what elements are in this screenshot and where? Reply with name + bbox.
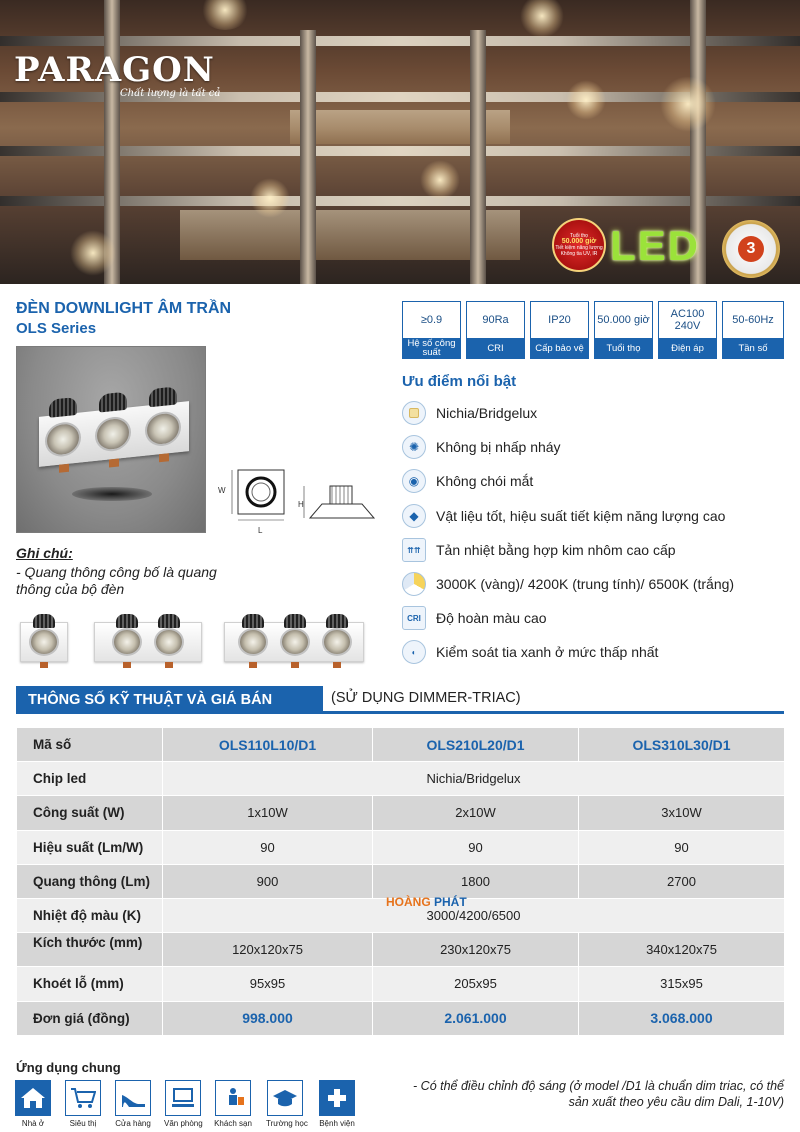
app-hospital xyxy=(318,1080,356,1128)
feature-text: Kiểm soát tia xanh ở mức thấp nhất xyxy=(436,644,659,660)
blue-light-icon: ◐ xyxy=(402,640,426,664)
hero-light xyxy=(566,80,606,120)
heatsink-fin xyxy=(326,614,348,628)
row-label-text: Kích thước (mm) xyxy=(33,934,143,950)
spec-value: 50-60Hz xyxy=(732,314,774,326)
table-row xyxy=(17,762,785,796)
feature-text: Vật liệu tốt, hiệu suất tiết kiệm năng lượng cao xyxy=(436,508,726,524)
variant-plate xyxy=(94,622,202,662)
dimension-side-view xyxy=(296,480,376,524)
spring-clip xyxy=(165,662,173,668)
table-cell: 205x95 xyxy=(373,967,579,1001)
computer-icon xyxy=(165,1080,201,1116)
product-series: OLS Series xyxy=(16,320,97,337)
badge-line: Tiết kiệm năng lượng xyxy=(555,245,603,251)
hero-light xyxy=(660,76,716,132)
table-cell: Nichia/Bridgelux xyxy=(163,762,785,796)
heatsink-icon: ⇈⇈ xyxy=(402,538,426,562)
badge-line: 50.000 giờ xyxy=(561,238,597,245)
hero-column xyxy=(470,30,486,284)
spec-power-factor xyxy=(402,301,461,359)
watermark-a: HOÀNG xyxy=(386,895,431,909)
app-label: Khách sạn xyxy=(214,1119,252,1128)
row-label: Quang thông (Lm) xyxy=(17,864,163,898)
spring-clip xyxy=(123,662,131,668)
table-cell: 95x95 xyxy=(163,967,373,1001)
variant-2head xyxy=(94,612,204,668)
variant-1head xyxy=(20,612,70,668)
lamp-cup xyxy=(45,420,81,458)
heatsink-fin xyxy=(242,614,264,628)
spec-value: 50.000 giờ xyxy=(597,314,650,326)
hero-light xyxy=(520,0,564,38)
no-flicker-icon: ✺ xyxy=(402,435,426,459)
diamond-icon: ◆ xyxy=(402,504,426,528)
chip-icon xyxy=(402,401,426,425)
table-cell: 3000/4200/6500 xyxy=(163,898,785,932)
app-school xyxy=(266,1080,308,1128)
table-cell: 90 xyxy=(579,830,785,864)
watermark-b: PHÁT xyxy=(430,895,467,909)
eye-icon: ◉ xyxy=(402,469,426,493)
feature-item xyxy=(402,572,734,596)
led-logo: LED xyxy=(610,222,700,269)
table-cell: 90 xyxy=(163,830,373,864)
product-photo xyxy=(16,346,206,533)
lamp-cup xyxy=(280,628,310,656)
spec-label: Hệ số công suất xyxy=(403,338,460,358)
spec-cri xyxy=(466,301,525,359)
app-home xyxy=(14,1080,52,1128)
dim-l-label: L xyxy=(258,526,263,535)
heatsink-fin xyxy=(149,386,177,407)
spring-clip xyxy=(59,464,69,473)
heatsink-fin xyxy=(99,392,127,413)
spec-label: Cấp bảo vệ xyxy=(531,338,588,358)
bellboy-icon xyxy=(215,1080,251,1116)
warranty-years: 3 xyxy=(738,236,764,262)
table-cell: 2x10W xyxy=(373,796,579,830)
lamp-cup xyxy=(145,410,181,448)
table-cell: 120x120x75 xyxy=(163,933,373,967)
app-office xyxy=(164,1080,202,1128)
table-row xyxy=(17,1001,785,1035)
model-code: OLS210L20/D1 xyxy=(373,728,579,762)
brand-tagline: Chất lượng là tất cả xyxy=(120,88,221,99)
table-cell: 340x120x75 xyxy=(579,933,785,967)
home-icon xyxy=(15,1080,51,1116)
spec-ip xyxy=(530,301,589,359)
hero-balcony xyxy=(0,146,800,156)
hero-balcony xyxy=(0,36,800,46)
table-subtitle: (SỬ DỤNG DIMMER-TRIAC) xyxy=(331,690,521,706)
app-label: Nhà ở xyxy=(21,1119,45,1128)
variant-3head xyxy=(224,612,366,668)
lamp-cup xyxy=(154,628,184,656)
table-cell: 1800 xyxy=(373,864,579,898)
lamp-cup xyxy=(29,628,59,656)
price-cell: 3.068.000 xyxy=(579,1001,785,1035)
table-row xyxy=(17,967,785,1001)
applications-title: Ứng dụng chung xyxy=(16,1060,121,1075)
photo-shadow xyxy=(72,487,152,501)
spec-lifetime xyxy=(594,301,653,359)
high-heel-icon xyxy=(115,1080,151,1116)
hero-balcony xyxy=(0,196,800,206)
table-cell: 3x10W xyxy=(579,796,785,830)
hero-column xyxy=(300,30,316,284)
graduation-cap-icon xyxy=(267,1080,303,1116)
table-row xyxy=(17,830,785,864)
feature-item xyxy=(402,401,537,425)
model-code: OLS310L30/D1 xyxy=(579,728,785,762)
row-label: Đơn giá (đồng) xyxy=(17,1001,163,1035)
spec-frequency xyxy=(722,301,784,359)
app-hotel xyxy=(214,1080,252,1128)
table-cell: 230x120x75 xyxy=(373,933,579,967)
spring-clip xyxy=(291,662,299,668)
heatsink-fin xyxy=(49,397,77,418)
product-title: ĐÈN DOWNLIGHT ÂM TRẦN xyxy=(16,300,232,317)
row-label: Khoét lỗ (mm) xyxy=(17,967,163,1001)
cri-icon: CRI xyxy=(402,606,426,630)
table-row xyxy=(17,796,785,830)
color-temp-icon xyxy=(402,572,426,596)
feature-text: Tản nhiệt bằng hợp kim nhôm cao cấp xyxy=(436,542,676,558)
feature-item xyxy=(402,538,676,562)
row-label: Mã số xyxy=(17,728,163,762)
heatsink-fin xyxy=(116,614,138,628)
features-title: Ưu điểm nổi bật xyxy=(402,373,517,390)
app-shop xyxy=(114,1080,152,1128)
hero-light xyxy=(420,160,460,200)
badge-line: Tuổi thọ xyxy=(570,233,588,239)
dim-w-label: W xyxy=(218,486,226,495)
note-title: Ghi chú: xyxy=(16,545,73,561)
table-cell: 1x10W xyxy=(163,796,373,830)
feature-item xyxy=(402,435,561,459)
app-label: Siêu thị xyxy=(69,1119,97,1128)
spec-label: Điện áp xyxy=(659,338,716,358)
feature-text: Không bị nhấp nháy xyxy=(436,439,561,455)
table-row xyxy=(17,864,785,898)
feature-text: Không chói mắt xyxy=(436,473,534,489)
medical-cross-icon xyxy=(319,1080,355,1116)
paragon-logo: PARAGON xyxy=(14,50,215,90)
table-row xyxy=(17,933,785,967)
app-label: Cửa hàng xyxy=(115,1119,151,1128)
spec-label: Tuổi thọ xyxy=(595,338,652,358)
app-label: Văn phòng xyxy=(164,1119,203,1128)
table-cell: 2700 xyxy=(579,864,785,898)
badge-line: Không tia UV, IR xyxy=(560,251,598,257)
fixture-3head xyxy=(39,401,189,467)
hero-banner xyxy=(0,0,800,284)
note-text: - Quang thông công bố là quang thông của bộ đèn xyxy=(16,564,217,597)
table-title: THÔNG SỐ KỸ THUẬT VÀ GIÁ BÁN xyxy=(16,686,323,714)
spec-value: IP20 xyxy=(548,314,571,326)
heatsink-fin xyxy=(33,614,55,628)
lamp-cup xyxy=(238,628,268,656)
hero-light xyxy=(250,178,290,218)
app-supermarket xyxy=(64,1080,102,1128)
row-label: Công suất (W) xyxy=(17,796,163,830)
dim-h-label: H xyxy=(298,500,304,509)
lifetime-badge xyxy=(552,218,606,272)
table-banner xyxy=(16,686,784,714)
price-cell: 2.061.000 xyxy=(373,1001,579,1035)
cart-icon xyxy=(65,1080,101,1116)
spec-value: 90Ra xyxy=(482,314,509,326)
app-label: Bệnh viện xyxy=(319,1119,355,1128)
spec-value: ≥0.9 xyxy=(420,314,443,326)
model-code: OLS110L10/D1 xyxy=(163,728,373,762)
spring-clip xyxy=(109,458,119,467)
feature-text: Độ hoàn màu cao xyxy=(436,610,547,626)
heatsink-fin xyxy=(284,614,306,628)
watermark xyxy=(386,895,467,909)
feature-text: Nichia/Bridgelux xyxy=(436,405,538,421)
feature-item xyxy=(402,469,533,493)
table-cell: 315x95 xyxy=(579,967,785,1001)
heatsink-fin xyxy=(158,614,180,628)
spring-clip xyxy=(249,662,257,668)
table-cell: 90 xyxy=(373,830,579,864)
feature-item xyxy=(402,504,725,528)
price-cell: 998.000 xyxy=(163,1001,373,1035)
spec-value: AC100 240V xyxy=(670,308,705,332)
spring-clip xyxy=(40,662,48,668)
row-label: Nhiệt độ màu (K) xyxy=(17,898,163,932)
table-cell: 900 xyxy=(163,864,373,898)
feature-item xyxy=(402,640,658,664)
warranty-seal xyxy=(722,220,780,278)
hero-shopfront xyxy=(180,210,520,260)
hero-light xyxy=(70,230,116,276)
spec-price-table xyxy=(16,727,785,1036)
lamp-cup xyxy=(322,628,352,656)
feature-text: 3000K (vàng)/ 4200K (trung tính)/ 6500K (trắng) xyxy=(436,576,735,592)
spring-clip xyxy=(159,453,169,462)
lamp-cup xyxy=(112,628,142,656)
table-row xyxy=(17,728,785,762)
app-label: Trường học xyxy=(266,1119,308,1128)
hero-light xyxy=(200,0,250,30)
spec-label: CRI xyxy=(467,338,524,358)
spec-label: Tần số xyxy=(723,338,783,358)
spring-clip xyxy=(333,662,341,668)
footnote: - Có thể điều chỉnh độ sáng (ở model /D1 là chuẩn dim triac, có thể sản xuất theo yêu cầu dim Dali, 1-10V) xyxy=(413,1079,784,1109)
dimension-top-view xyxy=(228,466,292,526)
feature-item xyxy=(402,606,547,630)
row-label: Chip led xyxy=(17,762,163,796)
lamp-cup xyxy=(95,415,131,453)
spec-voltage xyxy=(658,301,717,359)
row-label xyxy=(17,933,163,967)
row-label: Hiệu suất (Lm/W) xyxy=(17,830,163,864)
